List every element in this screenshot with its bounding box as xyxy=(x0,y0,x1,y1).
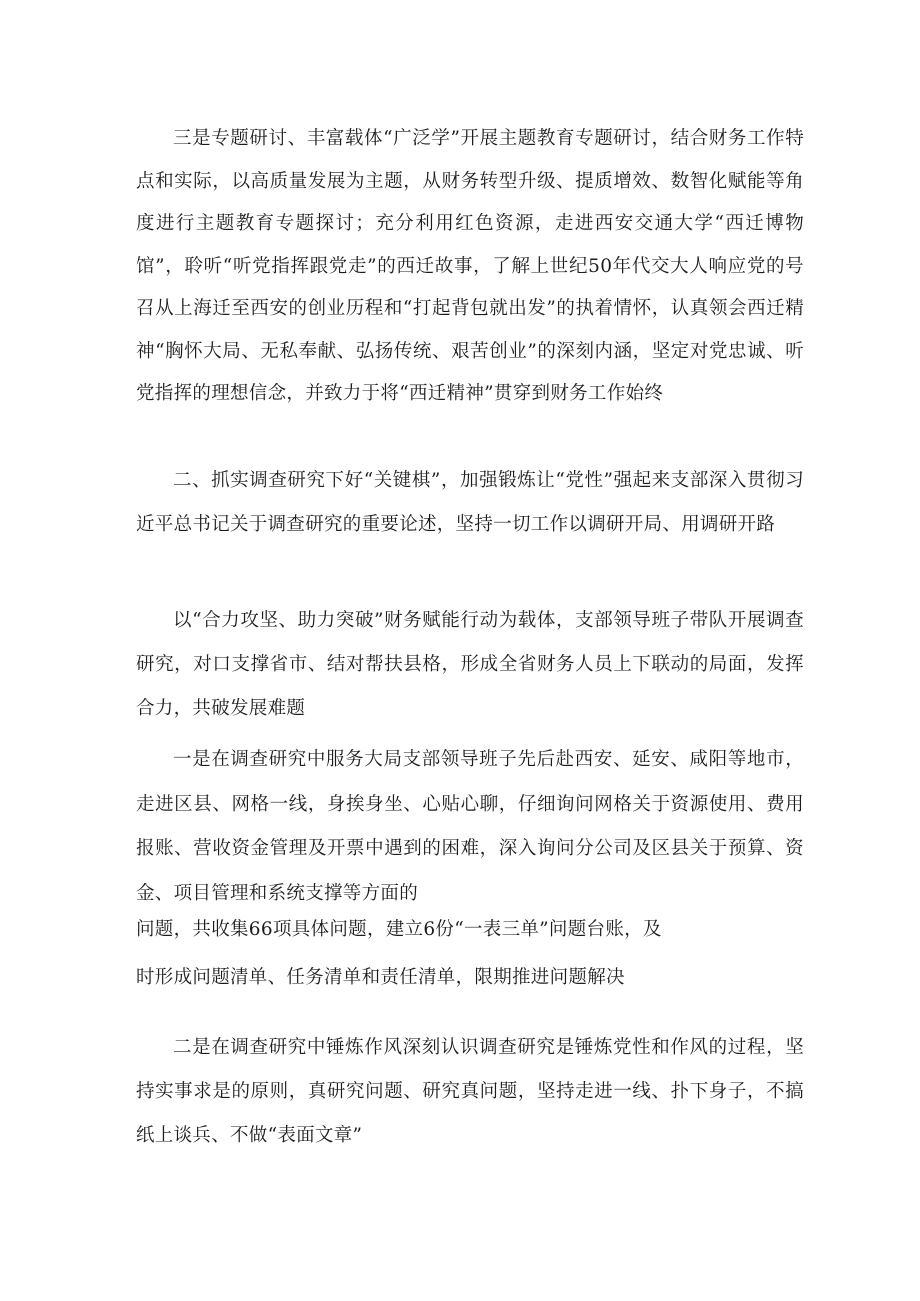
paragraph-empowerment-action: 以“合力攻坚、助力突破”财务赋能行动为载体，支部领导班子带队开展调查研究，对口支撑省市、结对帮扶县格，形成全省财务人员上下联动的局面，发挥合力，共破发展难题 xyxy=(136,610,804,719)
paragraph-problem-collection: 问题，共收集66项具体问题，建立6份“一表三单”问题台账，及 xyxy=(136,919,662,940)
paragraph-study-seminar: 三是专题研讨、丰富载体“广泛学”开展主题教育专题研讨，结合财务工作特点和实际，以高质量发展为主题，从财务转型升级、提质增效、数智化赋能等角度进行主题教育专题探讨；充分利用红色资源，走进西安交通大学“西迁博物馆”，聆听“听党指挥跟党走”的西迁故事，了解上世纪50年代交大人响应党的号召从上海迁至西安的创业历程和“打起背包就出发”的执着情怀，认真领会西迁精神“胸怀大局、无私奉献、弘扬传统、艰苦创业”的深刻内涵，坚定对党忠诚、听党指挥的理想信念，并致力于将“西迁精神”贯穿到财务工作始终 xyxy=(136,128,804,404)
paragraph-research-section-heading: 二、抓实调查研究下好“关键棋”，加强锻炼让“党性”强起来支部深入贯彻习近平总书记关于调查研究的重要论述，坚持一切工作以调研开局、用调研开路 xyxy=(136,470,804,535)
paragraph-problem-lists: 时形成问题清单、任务清单和责任清单，限期推进问题解决 xyxy=(136,967,625,988)
paragraph-temper-style: 二是在调查研究中锤炼作风深刻认识调查研究是锤炼党性和作风的过程，坚持实事求是的原则，真研究问题、研究真问题，坚持走进一线、扑下身子，不搞纸上谈兵、不做“表面文章” xyxy=(136,1037,804,1146)
paragraph-serve-overall-situation: 一是在调查研究中服务大局支部领导班子先后赴西安、延安、咸阳等地市，走进区县、网格一线，身挨身坐、心贴心聊，仔细询问网格关于资源使用、费用报账、营收资金管理及开票中遇到的困难，深入询问分公司及区县关于预算、资金、项目管理和系统支撑等方面的 xyxy=(136,749,804,904)
